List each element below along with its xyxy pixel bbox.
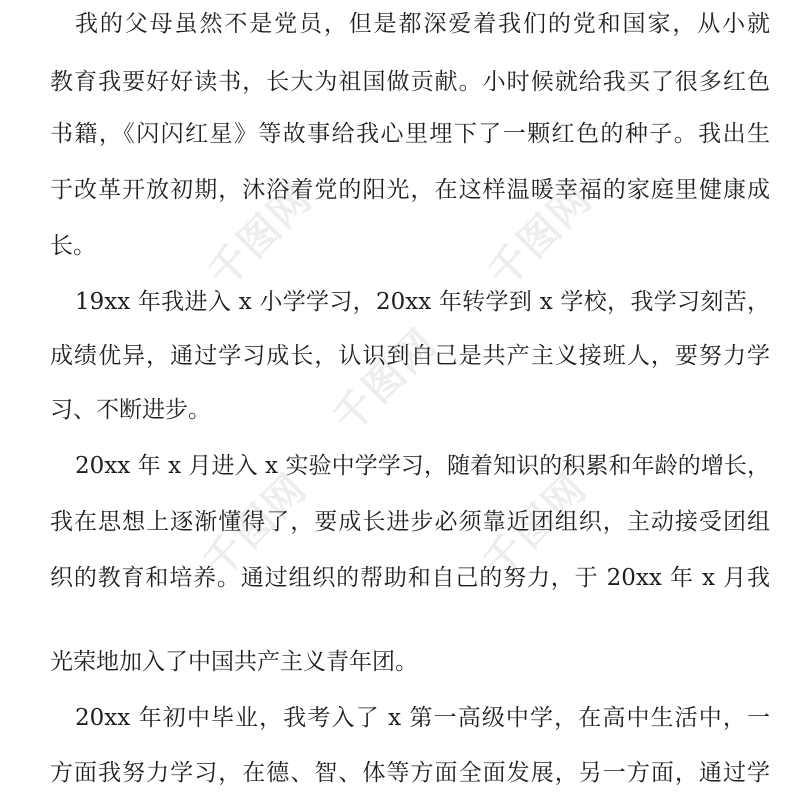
watermark: 千图网 bbox=[479, 175, 602, 297]
text-line: 教育我要好好读书，长大为祖国做贡献。小时候就给我买了很多红色 bbox=[50, 69, 770, 95]
watermark: 千图网 bbox=[194, 465, 317, 587]
text-line: 书籍，《闪闪红星》等故事给我心里埋下了一颗红色的种子。我出生 bbox=[50, 121, 770, 147]
text-line: 我在思想上逐渐懂得了，要成长进步必须靠近团组织，主动接受团组 bbox=[50, 509, 770, 535]
text-line: 成绩优异，通过学习成长，认识到自己是共产主义接班人，要努力学 bbox=[50, 343, 770, 369]
text-line: 20xx 年 x 月进入 x 实验中学学习，随着知识的积累和年龄的增长， bbox=[75, 453, 770, 479]
watermark: 千图网 bbox=[199, 175, 322, 297]
watermark: 千图网 bbox=[324, 320, 447, 442]
text-line: 我的父母虽然不是党员，但是都深爱着我们的党和国家，从小就 bbox=[75, 11, 770, 37]
text-line: 20xx 年初中毕业，我考入了 x 第一高级中学，在高中生活中，一 bbox=[75, 705, 770, 731]
text-line: 方面我努力学习，在德、智、体等方面全面发展，另一方面，通过学 bbox=[50, 760, 770, 786]
watermark: 千图网 bbox=[474, 465, 597, 587]
text-line: 织的教育和培养。通过组织的帮助和自己的努力，于 20xx 年 x 月我 bbox=[50, 565, 770, 591]
text-line: 于改革开放初期，沐浴着党的阳光，在这样温暖幸福的家庭里健康成 bbox=[50, 177, 770, 203]
text-line: 习、不断进步。 bbox=[50, 397, 211, 423]
text-line: 光荣地加入了中国共产主义青年团。 bbox=[50, 649, 418, 675]
text-line: 19xx 年我进入 x 小学学习，20xx 年转学到 x 学校，我学习刻苦， bbox=[75, 289, 770, 315]
text-line: 长。 bbox=[50, 233, 96, 259]
